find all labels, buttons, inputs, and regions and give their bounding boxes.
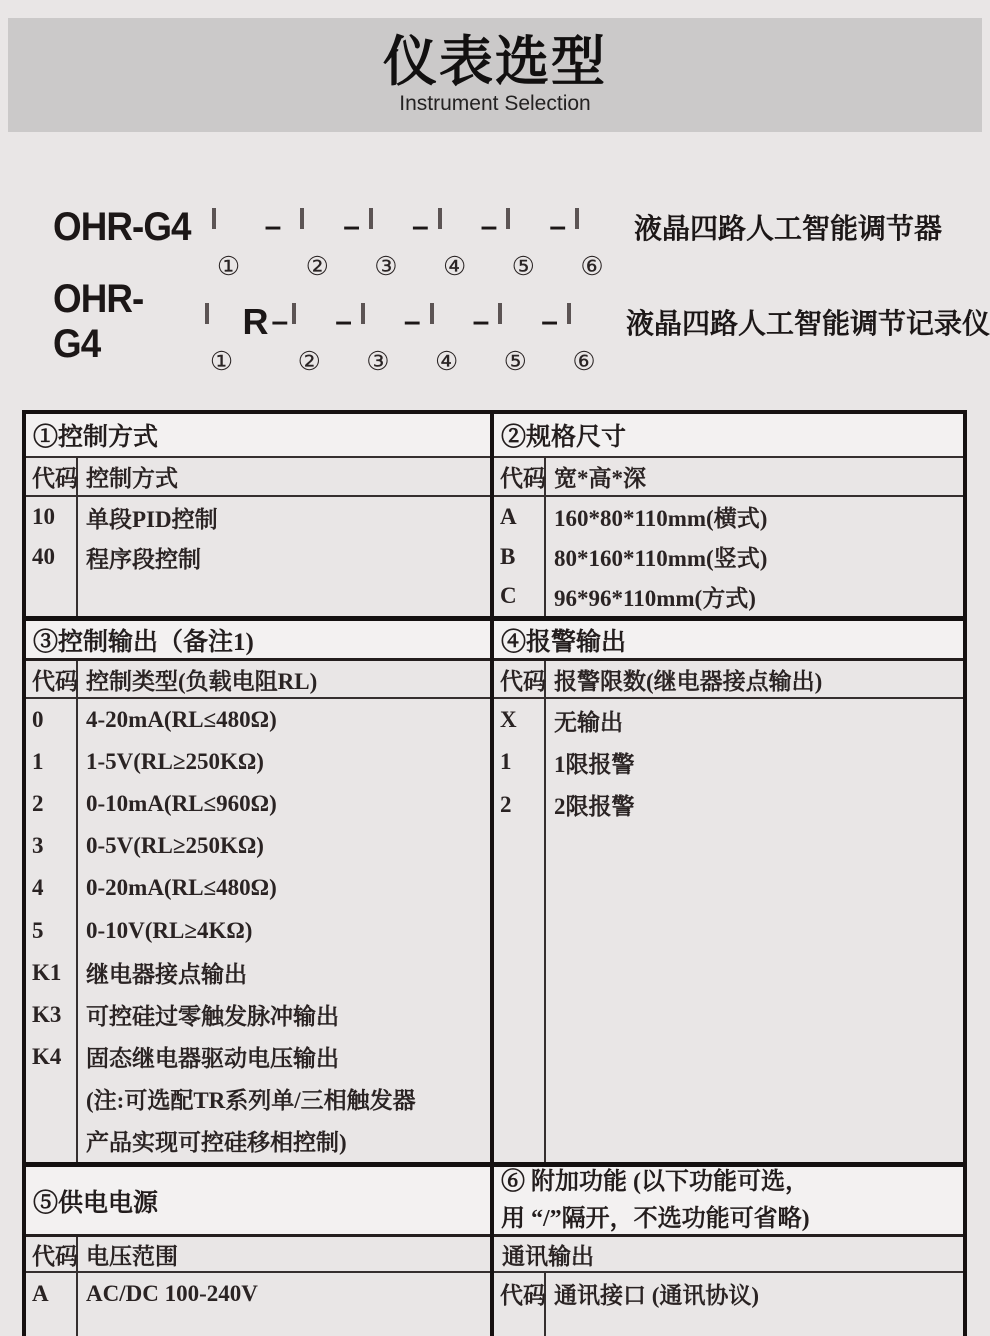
code-box [361, 303, 365, 324]
position-number: ③ [366, 347, 390, 376]
code-cell [26, 1078, 76, 1120]
section1-header [26, 414, 490, 456]
model-prefix: OHR-G4 [53, 277, 144, 366]
comm-output-header: 通讯输出 [502, 1243, 594, 1269]
code-box [212, 208, 216, 229]
dash-separator: – [411, 210, 429, 243]
code-box [498, 303, 502, 324]
label-cell: 可控硅过零触发脉冲输出 [86, 1004, 339, 1030]
code-cell: 4 [32, 875, 44, 901]
label-cell: 程序段控制 [86, 546, 201, 572]
code-cell: 1 [32, 749, 44, 775]
label-cell: 0-5V(RL≥250KΩ) [86, 833, 264, 859]
section4-subheader [494, 658, 963, 697]
section3-header [26, 616, 490, 658]
code-cell: B [500, 543, 516, 569]
code-box [506, 208, 510, 229]
code-cell: 3 [32, 833, 44, 859]
model-code-slot [212, 210, 246, 281]
position-number: ④ [434, 347, 459, 376]
label-cell: 1-5V(RL≥250KΩ) [86, 749, 264, 775]
label-header: 宽*高*深 [554, 466, 646, 491]
dash-separator: – [343, 210, 360, 243]
section6-group-header-row [494, 1234, 963, 1271]
model-description: 液晶四路人工智能调节器 [634, 213, 943, 244]
section4-labels [546, 699, 963, 1162]
model-code-slot [498, 305, 532, 376]
section2-title: ②规格尺寸 [501, 424, 627, 451]
model-description: 液晶四路人工智能调节记录仪 [625, 308, 990, 339]
code-cell: 0 [32, 707, 44, 733]
model-code-slot [430, 305, 464, 376]
label-cell: 0-10mA(RL≤960Ω) [86, 791, 277, 817]
section3-labels [78, 699, 490, 1162]
position-number: ① [209, 347, 234, 376]
section5-title: ⑤供电电源 [33, 1189, 159, 1217]
section6-header [494, 1162, 963, 1234]
code-cell: 2 [32, 791, 44, 817]
label-cell: 2限报警 [554, 794, 635, 820]
position-number: ② [305, 252, 329, 281]
section2-subheader [494, 456, 963, 495]
code-cell: 10 [32, 504, 55, 529]
code-header: 代码 [500, 466, 546, 491]
code-cell: A [32, 1280, 49, 1306]
position-number: ⑤ [503, 347, 527, 376]
position-number: ④ [442, 252, 467, 281]
section5-subheader [26, 1234, 490, 1271]
section1-labels [78, 497, 490, 616]
selection-table [22, 410, 967, 1336]
section2-body [494, 495, 963, 616]
code-box [567, 303, 571, 324]
section3-subheader [26, 658, 490, 697]
label-cell: 0-10V(RL≥4KΩ) [86, 917, 253, 943]
section6-title [494, 1164, 810, 1238]
dash-separator: – [271, 305, 289, 338]
code-box [438, 208, 442, 229]
section1-title: ①控制方式 [33, 424, 159, 451]
section1-codes [26, 497, 78, 616]
label-cell: 固态继电器驱动电压输出 [86, 1046, 339, 1072]
code-cell: K3 [32, 1001, 62, 1027]
position-number: ⑥ [572, 347, 596, 376]
position-number: ② [297, 347, 321, 376]
section2-header [494, 414, 963, 456]
section3-title: ③控制输出（备注1) [33, 628, 254, 656]
code-header: 代码 [32, 466, 78, 491]
section6-title-line2: 用 “/”隔开，不选功能可省略) [501, 1205, 810, 1232]
code-cell: 5 [32, 917, 44, 943]
section5-header [26, 1162, 490, 1234]
section1-body [26, 495, 490, 616]
model-code-slot [506, 210, 540, 281]
label-cell: 无输出 [554, 709, 623, 735]
section3-codes [26, 699, 78, 1162]
label-cell: AC/DC 100-240V [86, 1280, 258, 1306]
code-header: 代码 [500, 668, 546, 694]
section4-body [494, 697, 963, 1162]
code-cell: 1 [500, 749, 512, 775]
label-header: 控制类型(负载电阻RL) [86, 668, 318, 694]
code-cell: 40 [32, 544, 55, 569]
section4-header [494, 616, 963, 658]
model-code-slot [205, 305, 239, 376]
dash-separator: – [472, 305, 490, 338]
section5-codes [26, 1273, 78, 1336]
dash-separator: – [264, 210, 282, 243]
position-number: ① [216, 252, 241, 281]
model-code-slot [369, 210, 403, 281]
label-cell: 80*160*110mm(竖式) [554, 546, 768, 571]
code-cell: 2 [500, 791, 512, 817]
label-cell: 1限报警 [554, 751, 635, 777]
dash-separator: – [403, 305, 421, 338]
model-code-slot [292, 305, 326, 376]
label-cell: 160*80*110mm(横式) [554, 506, 768, 532]
page-header-banner [8, 18, 982, 132]
label-header: 控制方式 [86, 466, 178, 491]
code-cell: K1 [32, 959, 62, 985]
section3-body [26, 697, 490, 1162]
model-code-slot [438, 210, 472, 281]
table-right-half [490, 414, 963, 1336]
table-left-half [26, 414, 490, 1336]
code-cell: X [500, 707, 517, 733]
code-box [575, 208, 579, 229]
page-subtitle: Instrument Selection [399, 91, 591, 115]
label-cell: 96*96*110mm(方式) [554, 585, 756, 611]
model-code-slot [567, 305, 601, 376]
section1-subheader [26, 456, 490, 495]
page-title: 仪表选型 [383, 32, 607, 93]
model-code-slot [361, 305, 395, 376]
code-header: 代码 [500, 1283, 546, 1308]
code-box [369, 208, 373, 229]
position-number: ③ [374, 252, 398, 281]
dash-separator: – [480, 210, 498, 243]
code-header: 代码 [32, 668, 78, 694]
model-suffix-r: R [242, 301, 269, 342]
dash-separator: – [541, 305, 558, 338]
code-header: 代码 [32, 1243, 78, 1269]
section6-subheader-row [494, 1271, 963, 1336]
code-cell [26, 1120, 76, 1162]
section6-title-line1: ⑥ 附加功能 (以下功能可选， [501, 1168, 809, 1195]
label-cell: 4-20mA(RL≤480Ω) [86, 707, 277, 733]
model-code-line-1 [53, 204, 943, 281]
label-cell: 继电器接点输出 [86, 962, 247, 988]
model-prefix: OHR-G4 [53, 204, 191, 249]
section2-labels [546, 497, 963, 616]
label-cell: (注:可选配TR系列单/三相触发器 [86, 1088, 416, 1114]
dash-separator: – [549, 210, 567, 243]
model-code-slot [300, 210, 334, 281]
section4-title: ④报警输出 [501, 628, 627, 656]
code-cell: A [500, 503, 517, 529]
code-box [300, 208, 304, 229]
section4-codes [494, 699, 546, 1162]
label-cell: 0-20mA(RL≤480Ω) [86, 875, 277, 901]
position-number: ⑤ [511, 252, 535, 281]
label-header: 通讯接口 (通讯协议) [554, 1283, 760, 1308]
label-cell: 单段PID控制 [86, 506, 218, 532]
code-box [292, 303, 296, 324]
code-box [205, 303, 209, 324]
position-number: ⑥ [580, 252, 604, 281]
section5-body [26, 1271, 490, 1336]
dash-separator: – [335, 305, 352, 338]
model-code-slot [575, 210, 609, 281]
label-header: 电压范围 [86, 1243, 178, 1269]
label-cell: 产品实现可控硅移相控制) [86, 1130, 347, 1156]
model-code-line-2 [53, 277, 990, 376]
section5-labels [78, 1273, 490, 1336]
code-cell: K4 [32, 1043, 62, 1069]
section2-codes [494, 497, 546, 616]
label-header: 报警限数(继电器接点输出) [554, 668, 823, 694]
code-box [430, 303, 434, 324]
code-cell: C [500, 583, 517, 609]
